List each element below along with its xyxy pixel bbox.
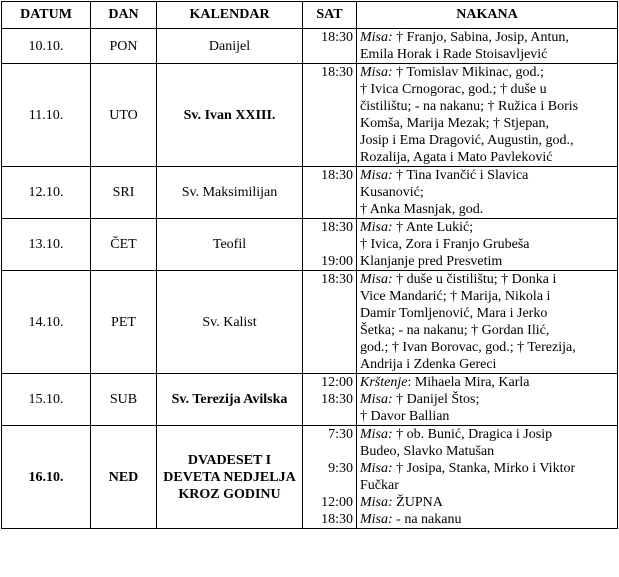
- intention-line: Misa: ŽUPNA: [360, 495, 443, 510]
- cell-nakana: [357, 219, 618, 271]
- time-slot: 18:30: [321, 272, 353, 287]
- intention-line: Misa: † Tomislav Mikinac, god.;: [360, 65, 544, 80]
- intention-line: † Ivica Crnogorac, god.; † duše u: [360, 82, 547, 97]
- cell-kalendar: Sv. Maksimilijan: [157, 167, 303, 219]
- intention-line: † Ivica, Zora i Franjo Grubeša: [360, 237, 530, 252]
- intention-line: Šetka; - na nakanu; † Gordan Ilić,: [360, 323, 550, 338]
- table-row: [2, 219, 618, 271]
- intention-line: Misa: † Franjo, Sabina, Josip, Antun,: [360, 30, 569, 45]
- cell-dan: NED: [91, 426, 157, 529]
- cell-dan: PON: [91, 29, 157, 64]
- cell-dan: ČET: [91, 219, 157, 271]
- intention-line: † Davor Ballian: [360, 409, 450, 424]
- intention-line: Rozalija, Agata i Mato Pavleković: [360, 150, 553, 165]
- cell-sat: [303, 29, 357, 64]
- intention-line: Fučkar: [360, 478, 399, 493]
- time-slot: 18:30: [321, 168, 353, 183]
- cell-nakana: [357, 374, 618, 426]
- intention-line: Misa: - na nakanu: [360, 512, 462, 527]
- header-row: [2, 2, 618, 29]
- cell-nakana: [357, 64, 618, 167]
- cell-nakana: [357, 271, 618, 374]
- cell-sat: [303, 219, 357, 271]
- intention-line: Josip i Ema Dragović, Augustin, god.,: [360, 133, 574, 148]
- cell-datum: 14.10.: [2, 271, 91, 374]
- cell-sat: [303, 167, 357, 219]
- intention-type: Misa:: [360, 30, 393, 45]
- intention-type: Misa:: [360, 65, 393, 80]
- intention-type: Misa:: [360, 461, 393, 476]
- time-slot: 18:30: [321, 220, 353, 235]
- cell-nakana: [357, 426, 618, 529]
- intention-line: Misa: † Josipa, Stanka, Mirko i Viktor: [360, 461, 576, 476]
- cell-datum: 11.10.: [2, 64, 91, 167]
- cell-nakana: [357, 167, 618, 219]
- cell-datum: 12.10.: [2, 167, 91, 219]
- intention-line: Misa: † Danijel Štos;: [360, 392, 480, 407]
- intention-line: Emila Horak i Rade Stoisavljević: [360, 47, 548, 62]
- cell-kalendar: Sv. Terezija Avilska: [157, 374, 303, 426]
- intention-line: Krštenje: Mihaela Mira, Karla: [360, 375, 530, 390]
- header-sat: SAT: [303, 2, 357, 29]
- cell-sat: [303, 374, 357, 426]
- intention-type: Misa:: [360, 272, 393, 287]
- intention-type: Misa:: [360, 392, 393, 407]
- time-slot: 18:30: [321, 392, 353, 407]
- intention-line: Vice Mandarić; † Marija, Nikola i: [360, 289, 551, 304]
- cell-datum: 13.10.: [2, 219, 91, 271]
- cell-datum: 10.10.: [2, 29, 91, 64]
- cell-sat: [303, 64, 357, 167]
- time-spacer: [306, 443, 353, 460]
- intention-type: Misa:: [360, 495, 393, 510]
- intention-type: Misa:: [360, 220, 393, 235]
- time-spacer: [306, 236, 353, 253]
- time-slot: 12:00: [321, 495, 353, 510]
- table-row: [2, 167, 618, 219]
- intention-line: Budeo, Slavko Matušan: [360, 444, 495, 459]
- intention-line: Kusanović;: [360, 185, 424, 200]
- cell-dan: SRI: [91, 167, 157, 219]
- header-datum: DATUM: [2, 2, 91, 29]
- cell-nakana: [357, 29, 618, 64]
- intention-line: čistilištu; - na nakanu; † Ružica i Boris: [360, 99, 579, 114]
- intention-line: Andrija i Zdenka Gereci: [360, 357, 497, 372]
- cell-datum: 15.10.: [2, 374, 91, 426]
- intention-line: Klanjanje pred Presvetim: [360, 254, 503, 269]
- intention-line: Misa: † duše u čistilištu; † Donka i: [360, 272, 557, 287]
- time-slot: 12:00: [321, 375, 353, 390]
- cell-datum: 16.10.: [2, 426, 91, 529]
- cell-dan: UTO: [91, 64, 157, 167]
- intention-line: god.; † Ivan Borovac, god.; † Terezija,: [360, 340, 576, 355]
- cell-kalendar: Sv. Kalist: [157, 271, 303, 374]
- cell-sat: [303, 426, 357, 529]
- intention-line: Damir Tomljenović, Mara i Jerko: [360, 306, 548, 321]
- header-kalendar: KALENDAR: [157, 2, 303, 29]
- cell-dan: PET: [91, 271, 157, 374]
- table-row: [2, 64, 618, 167]
- cell-dan: SUB: [91, 374, 157, 426]
- header-nakana: NAKANA: [357, 2, 618, 29]
- table-row: [2, 271, 618, 374]
- header-dan: DAN: [91, 2, 157, 29]
- table-row: [2, 29, 618, 64]
- table-row: [2, 426, 618, 529]
- intention-type: Misa:: [360, 168, 393, 183]
- cell-kalendar: Sv. Ivan XXIII.: [157, 64, 303, 167]
- intention-line: Misa: † Tina Ivančić i Slavica: [360, 168, 529, 183]
- time-slot: 9:30: [328, 461, 353, 476]
- intention-line: Misa: † Ante Lukić;: [360, 220, 474, 235]
- schedule-body: [2, 29, 618, 529]
- time-slot: 18:30: [321, 65, 353, 80]
- cell-sat: [303, 271, 357, 374]
- intention-line: † Anka Masnjak, god.: [360, 202, 484, 217]
- table-row: [2, 374, 618, 426]
- time-slot: 19:00: [321, 254, 353, 269]
- intention-type: Misa:: [360, 512, 393, 527]
- mass-schedule-table: [1, 1, 618, 529]
- intention-type: Misa:: [360, 427, 393, 442]
- cell-kalendar: Danijel: [157, 29, 303, 64]
- intention-type: Krštenje: [360, 375, 408, 390]
- cell-kalendar: Teofil: [157, 219, 303, 271]
- time-slot: 18:30: [321, 30, 353, 45]
- time-slot: 7:30: [328, 427, 353, 442]
- intention-line: Misa: † ob. Bunić, Dragica i Josip: [360, 427, 553, 442]
- time-slot: 18:30: [321, 512, 353, 527]
- time-spacer: [306, 477, 353, 494]
- intention-line: Komša, Marija Mezak; † Stjepan,: [360, 116, 549, 131]
- cell-kalendar: DVADESET I DEVETA NEDJELJA KROZ GODINU: [157, 426, 303, 529]
